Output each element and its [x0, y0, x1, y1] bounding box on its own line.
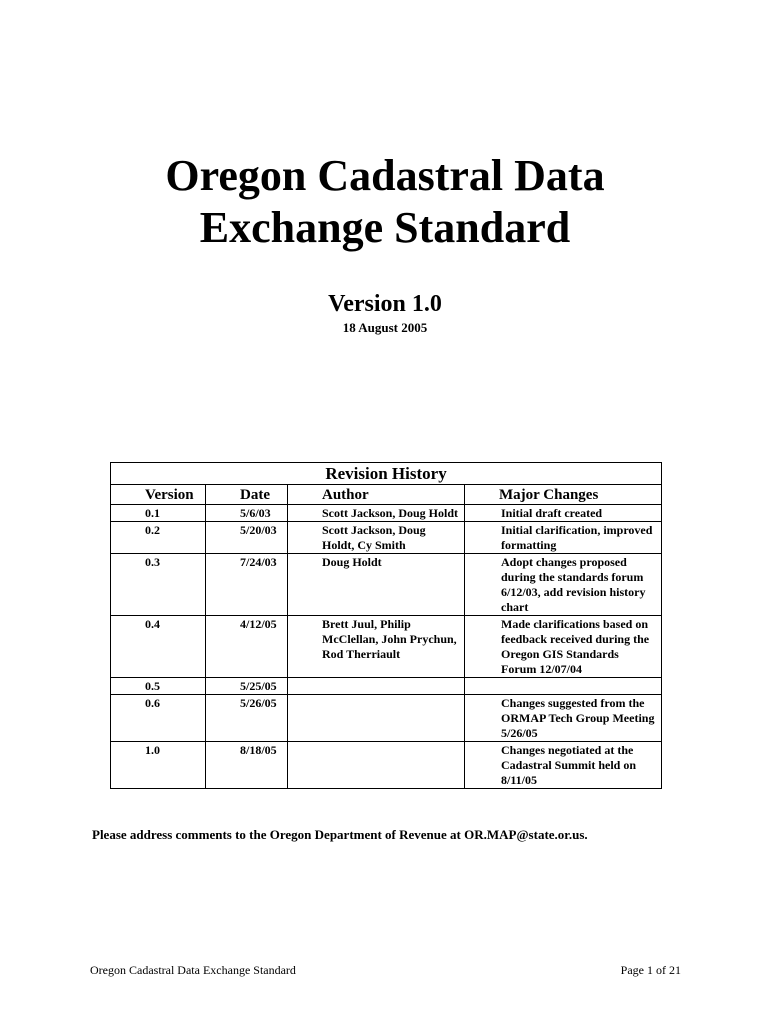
cell-date: 5/6/03 — [206, 505, 288, 522]
cell-author: Scott Jackson, Doug Holdt, Cy Smith — [288, 522, 465, 554]
cell-changes: Changes suggested from the ORMAP Tech Group Meeting 5/26/05 — [465, 695, 662, 742]
cell-version: 0.6 — [111, 695, 206, 742]
cell-author: Doug Holdt — [288, 554, 465, 616]
table-header-row — [111, 485, 662, 505]
comments-note: Please address comments to the Oregon Department of Revenue at OR.MAP@state.or.us. — [92, 827, 588, 842]
cell-date: 5/25/05 — [206, 678, 288, 695]
title-line-1: Oregon Cadastral Data — [165, 151, 605, 200]
cell-changes — [465, 678, 662, 695]
cell-date: 5/20/03 — [206, 522, 288, 554]
table-row — [111, 695, 662, 742]
cell-author: Scott Jackson, Doug Holdt — [288, 505, 465, 522]
revision-history-caption: Revision History — [111, 463, 662, 485]
cell-version: 0.2 — [111, 522, 206, 554]
header-author: Author — [288, 485, 465, 505]
cell-date: 5/26/05 — [206, 695, 288, 742]
cell-version: 0.1 — [111, 505, 206, 522]
cell-date: 8/18/05 — [206, 742, 288, 789]
cell-version: 1.0 — [111, 742, 206, 789]
revision-history-table — [110, 462, 662, 789]
cell-date: 4/12/05 — [206, 616, 288, 678]
cell-author: Brett Juul, Philip McClellan, John Prychun, Rod Therriault — [288, 616, 465, 678]
cell-changes: Adopt changes proposed during the standards forum 6/12/03, add revision history chart — [465, 554, 662, 616]
document-date: 18 August 2005 — [342, 320, 428, 335]
header-major-changes: Major Changes — [465, 485, 662, 505]
table-row — [111, 616, 662, 678]
header-version: Version — [111, 485, 206, 505]
cell-version: 0.3 — [111, 554, 206, 616]
cell-changes: Initial draft created — [465, 505, 662, 522]
cell-author — [288, 742, 465, 789]
cell-changes: Changes negotiated at the Cadastral Summit held on 8/11/05 — [465, 742, 662, 789]
title-line-2: Exchange Standard — [199, 203, 571, 252]
cell-changes: Initial clarification, improved formatting — [465, 522, 662, 554]
table-row — [111, 678, 662, 695]
cell-changes: Made clarifications based on feedback received during the Oregon GIS Standards Forum 12/07/04 — [465, 616, 662, 678]
cell-date: 7/24/03 — [206, 554, 288, 616]
cell-author — [288, 695, 465, 742]
table-row — [111, 742, 662, 789]
cell-version: 0.4 — [111, 616, 206, 678]
cell-version: 0.5 — [111, 678, 206, 695]
footer-document-name: Oregon Cadastral Data Exchange Standard — [90, 963, 296, 977]
version-heading: Version 1.0 — [328, 291, 442, 317]
cell-author — [288, 678, 465, 695]
table-row — [111, 505, 662, 522]
document-title — [0, 150, 770, 254]
header-date: Date — [206, 485, 288, 505]
table-row — [111, 522, 662, 554]
footer-page-number: Page 1 of 21 — [620, 963, 681, 977]
table-row — [111, 554, 662, 616]
